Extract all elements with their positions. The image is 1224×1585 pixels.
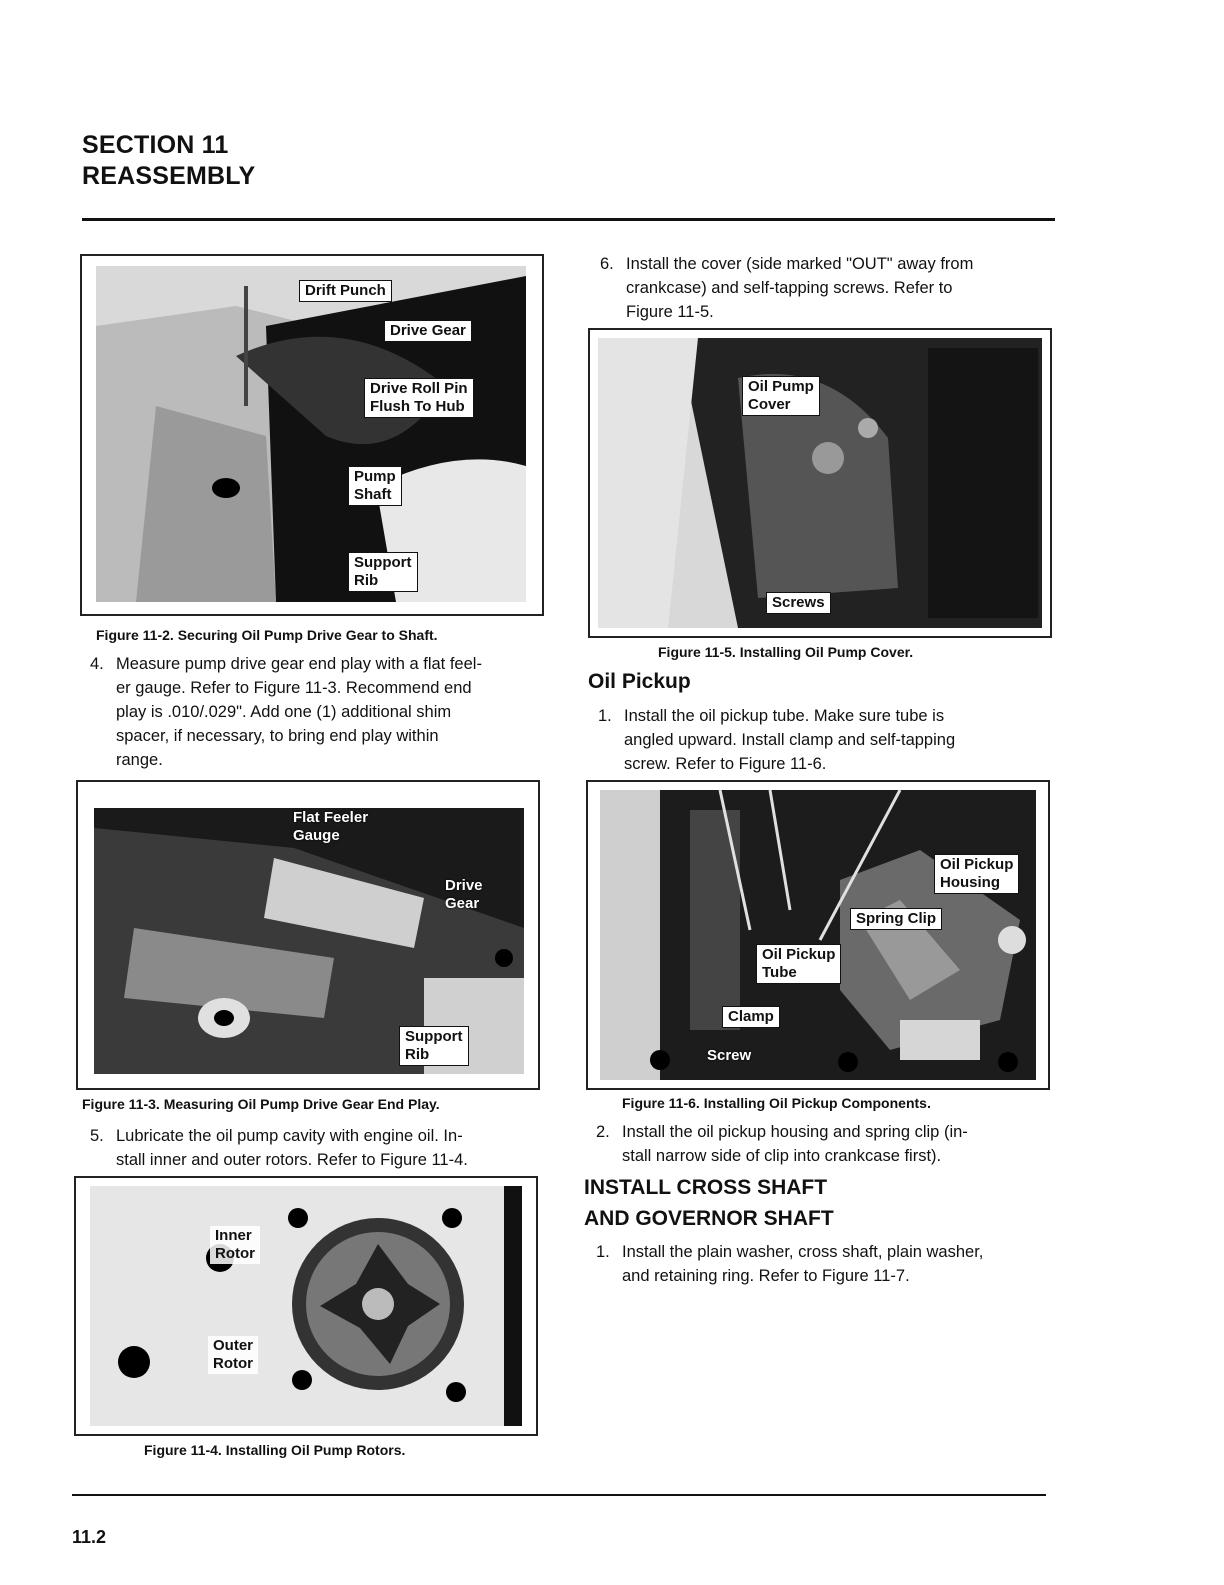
step-text: Measure pump drive gear end play with a flat feel- er gauge. Refer to Figure 11-3. Recommend end play is .010/.029". Add one (1) additional shim spacer, if necessary, to bring end play within range. — [116, 655, 482, 769]
label-drive-gear: Drive Gear — [445, 877, 483, 912]
label-oil-pickup-tube: Oil Pickup Tube — [756, 944, 841, 984]
step-text: Install the oil pickup tube. Make sure tube is angled upward. Install clamp and self-tapping screw. Refer to Figure 11-6. — [624, 707, 956, 773]
cross-shaft-step-1 — [596, 1240, 1056, 1292]
step-number: 5. — [90, 1127, 104, 1145]
figure-11-4-photo — [90, 1186, 522, 1426]
label-drive-gear: Drive Gear — [384, 320, 472, 342]
label-spring-clip: Spring Clip — [850, 908, 942, 930]
label-oil-pump-cover: Oil Pump Cover — [742, 376, 820, 416]
drive-gear-photo — [96, 266, 526, 602]
label-inner-rotor: Inner Rotor — [210, 1226, 260, 1264]
figure-11-6 — [586, 780, 1050, 1090]
figure-11-5 — [588, 328, 1052, 638]
figure-11-2-caption: Figure 11-2. Securing Oil Pump Drive Gear to Shaft. — [96, 627, 438, 643]
step-number: 2. — [596, 1123, 610, 1141]
oil-pickup-step-1 — [598, 704, 1058, 780]
figure-11-5-caption: Figure 11-5. Installing Oil Pump Cover. — [658, 644, 914, 660]
label-oil-pickup-housing: Oil Pickup Housing — [934, 854, 1019, 894]
figure-11-4-caption: Figure 11-4. Installing Oil Pump Rotors. — [144, 1442, 406, 1458]
label-flat-feeler-gauge: Flat Feeler Gauge — [293, 809, 369, 844]
oil-pickup-photo — [600, 790, 1036, 1080]
step-text: Lubricate the oil pump cavity with engine oil. In- stall inner and outer rotors. Refer to Figure 11-4. — [116, 1127, 468, 1169]
figure-11-3-photo — [94, 808, 524, 1074]
figure-11-6-photo — [600, 790, 1036, 1080]
header-rule — [82, 218, 1055, 221]
figure-11-4 — [74, 1176, 538, 1436]
footer-rule — [72, 1494, 1046, 1496]
section-heading — [82, 130, 255, 192]
label-drift-punch: Drift Punch — [299, 280, 392, 302]
figure-11-3 — [76, 780, 540, 1090]
label-outer-rotor: Outer Rotor — [208, 1336, 258, 1374]
step-4 — [90, 652, 550, 776]
step-number: 1. — [596, 1243, 610, 1261]
step-text: Install the cover (side marked "OUT" away from crankcase) and self-tapping screws. Refer to Figure 11-5. — [626, 255, 974, 321]
step-number: 4. — [90, 655, 104, 673]
rotors-photo — [90, 1186, 522, 1426]
label-screw: Screw — [707, 1047, 752, 1064]
label-clamp: Clamp — [722, 1006, 780, 1028]
label-support-rib: Support Rib — [399, 1026, 469, 1066]
step-text: Install the oil pickup housing and spring clip (in- stall narrow side of clip into crankcase first). — [622, 1123, 968, 1165]
page-number: 11.2 — [72, 1527, 107, 1547]
label-drive-roll-pin: Drive Roll Pin Flush To Hub — [364, 378, 474, 418]
figure-11-2 — [80, 254, 544, 616]
figure-11-5-photo — [598, 338, 1042, 628]
step-text: Install the plain washer, cross shaft, plain washer, and retaining ring. Refer to Figure 11-7. — [622, 1243, 984, 1285]
pump-cover-photo — [598, 338, 1042, 628]
step-6 — [600, 252, 1060, 328]
oil-pickup-step-2 — [596, 1120, 1056, 1172]
step-5 — [90, 1124, 550, 1176]
figure-11-3-caption: Figure 11-3. Measuring Oil Pump Drive Gear End Play. — [82, 1096, 440, 1112]
figure-11-2-photo — [96, 266, 526, 602]
section-title: REASSEMBLY — [82, 162, 256, 190]
oil-pickup-heading: Oil Pickup — [588, 670, 691, 693]
step-number: 1. — [598, 707, 612, 725]
label-screws: Screws — [766, 592, 831, 614]
step-number: 6. — [600, 255, 614, 273]
cross-shaft-heading: INSTALL CROSS SHAFT AND GOVERNOR SHAFT — [584, 1176, 834, 1230]
label-support-rib: Support Rib — [348, 552, 418, 592]
section-number: SECTION 11 — [82, 131, 229, 159]
figure-11-6-caption: Figure 11-6. Installing Oil Pickup Components. — [622, 1095, 931, 1111]
label-pump-shaft: Pump Shaft — [348, 466, 402, 506]
